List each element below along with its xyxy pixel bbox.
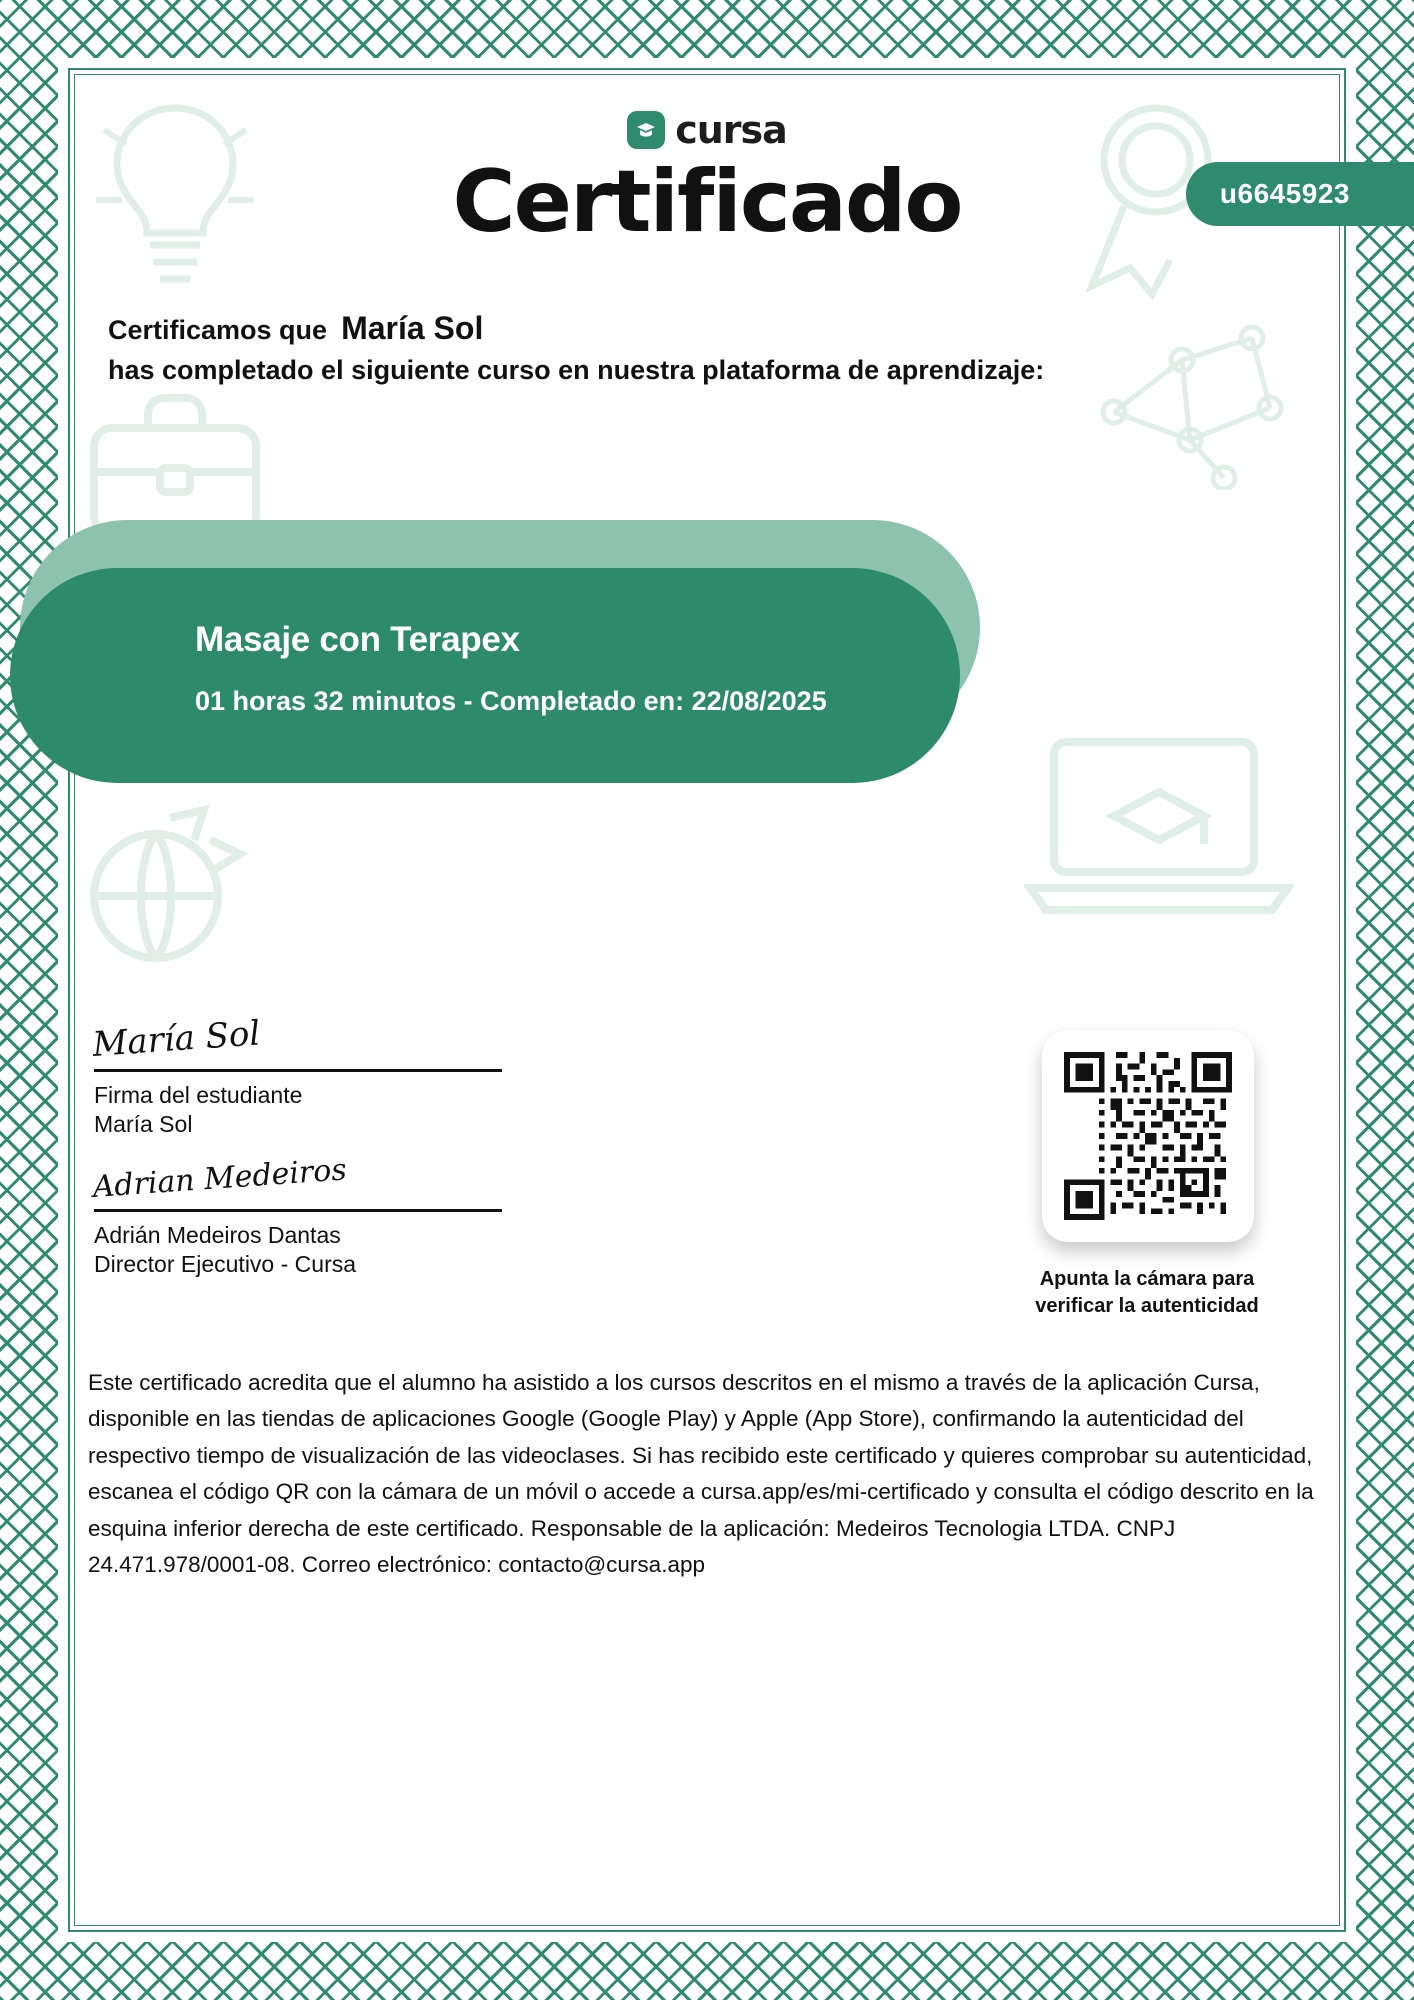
certification-line-2: has completado el siguiente curso en nuestra plataforma de aprendizaje: [108,355,1045,385]
qr-code-caption [1002,1266,1292,1320]
laptop-graduation-watermark-icon [1024,720,1294,920]
legal-footer-text: Este certificado acredita que el alumno ha asistido a los cursos descritos en el mismo a través de la aplicación Cursa, disponible en las tiendas de aplicaciones Google (Google Play) y Apple (App Store), confirmando la autenticidad del respectivo tiempo de visualización de las videoclases. Si has recibido este certificado y quieres comprobar su autenticidad, escanea el código QR con la cámara de un móvil o accede a cursa.app/es/mi-certificado y consulta el código descrito en la esquina inferior derecha de este certificado. Responsable de la aplicación: Medeiros Tecnologia LTDA. CNPJ 24.471.978/0001-08. Correo electrónico: contacto@cursa.app [88,1370,1314,1578]
course-title: Masaje con Terapex [195,620,520,659]
page-title: Certificado [452,152,962,252]
network-watermark-icon [1074,300,1304,490]
student-signature-label: Firma del estudiante [94,1082,303,1108]
qr-code-card [1042,1030,1254,1242]
globe-travel-watermark-icon [70,800,260,980]
brand-logo-text: cursa [675,108,787,152]
director-role: Director Ejecutivo - Cursa [94,1251,357,1277]
certification-line-1 [108,310,1044,347]
certify-lead-text: Certificamos que [108,315,328,345]
brand-logo [80,108,1334,152]
student-signature-block [91,1013,524,1138]
student-name: María Sol [341,310,484,346]
director-signature-block [91,1152,524,1278]
course-duration-completion: 01 horas 32 minutos - Completado en: 22/08/2025 [195,686,827,716]
director-name: Adrián Medeiros Dantas [94,1222,341,1248]
course-banner-text [195,620,827,717]
course-banner [10,520,1020,790]
qr-code-icon [1064,1052,1232,1220]
director-signature-script: Adrian Medeiros [91,1152,348,1205]
qr-caption-line-1: Apunta la cámara para [1039,1268,1255,1290]
certificate-content [80,80,1350,1920]
graduation-cap-icon [627,111,665,149]
student-signature-line [94,1069,502,1072]
certificate-code-badge: u6645923 [1186,162,1414,226]
qr-caption-line-2: verificar la autenticidad [1035,1295,1259,1317]
student-signature-script: María Sol [91,1013,262,1065]
student-signature-name: María Sol [94,1111,193,1137]
certification-statement [108,310,1044,386]
director-signature-line [94,1209,502,1212]
